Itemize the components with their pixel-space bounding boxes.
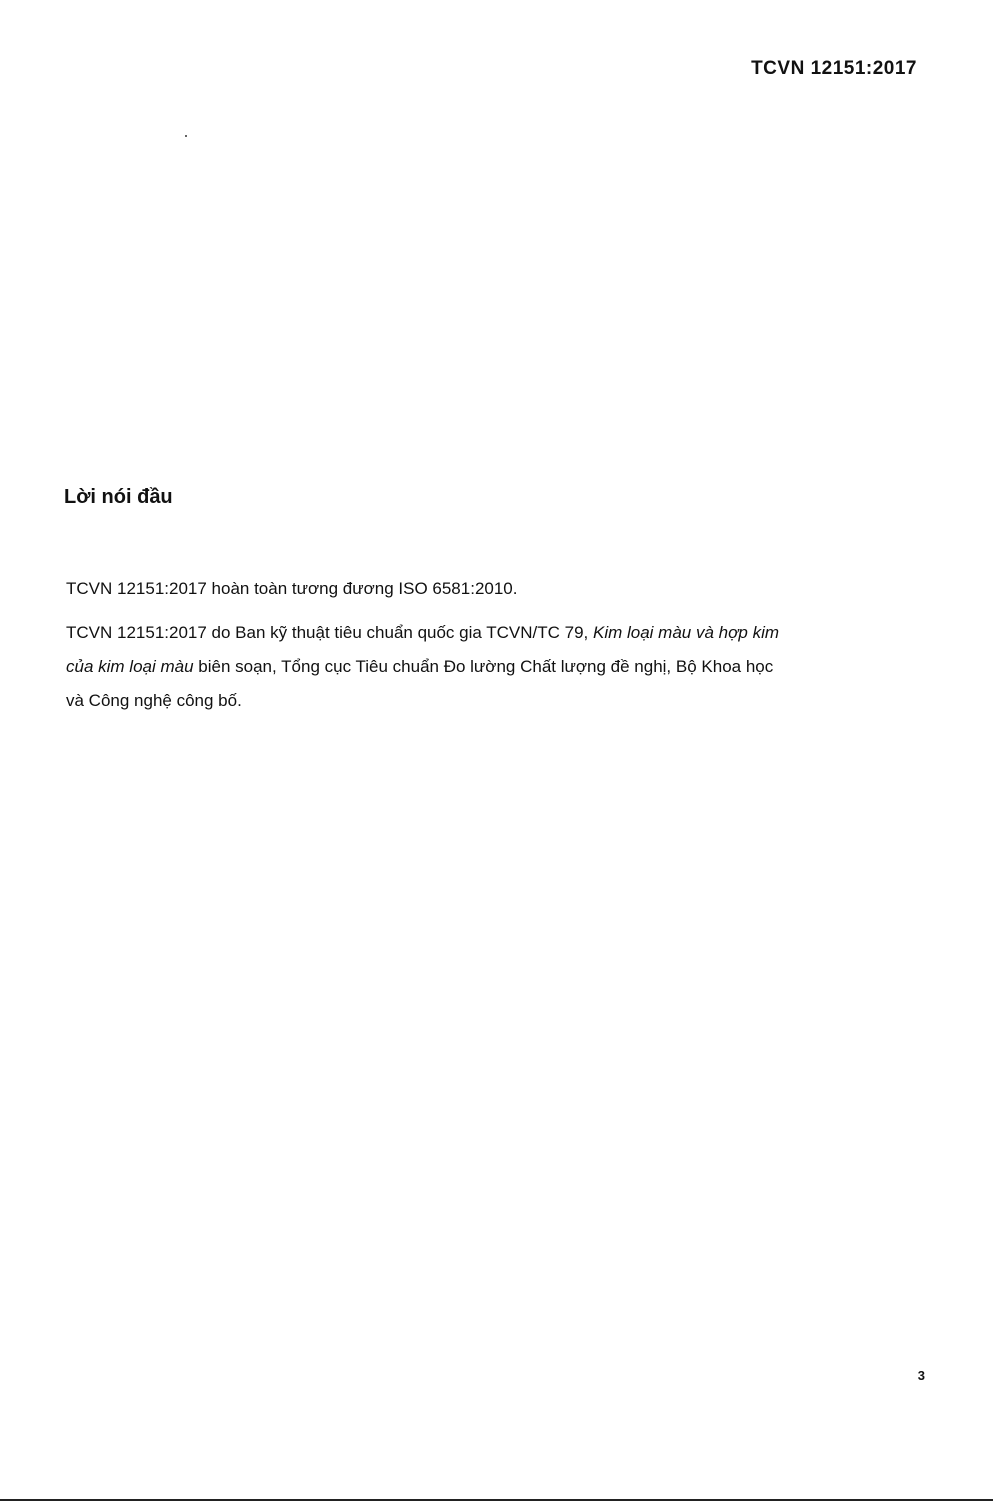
paragraph-equivalence [66, 572, 786, 606]
standard-code-header: TCVN 12151:2017 [751, 58, 917, 79]
paragraph-equivalence-text: TCVN 12151:2017 hoàn toàn tương đương ISO 6581:2010. [66, 579, 518, 598]
bottom-rule [0, 1499, 993, 1501]
page-number: 3 [917, 1368, 925, 1383]
scan-speck [185, 135, 187, 137]
paragraph-authorship-text-start: TCVN 12151:2017 do Ban kỹ thuật tiêu chuẩn quốc gia TCVN/TC 79, [66, 623, 593, 642]
committee-name-italic: Kim loại màu và hợp kim của kim loại màu [66, 623, 780, 676]
paragraph-authorship-text-end: biên soạn, Tổng cục Tiêu chuẩn Đo lường Chất lượng đề nghị, Bộ Khoa học và Công nghệ công bố. [66, 657, 774, 710]
paragraph-authorship [66, 616, 786, 718]
section-title: Lời nói đầu [64, 486, 173, 508]
